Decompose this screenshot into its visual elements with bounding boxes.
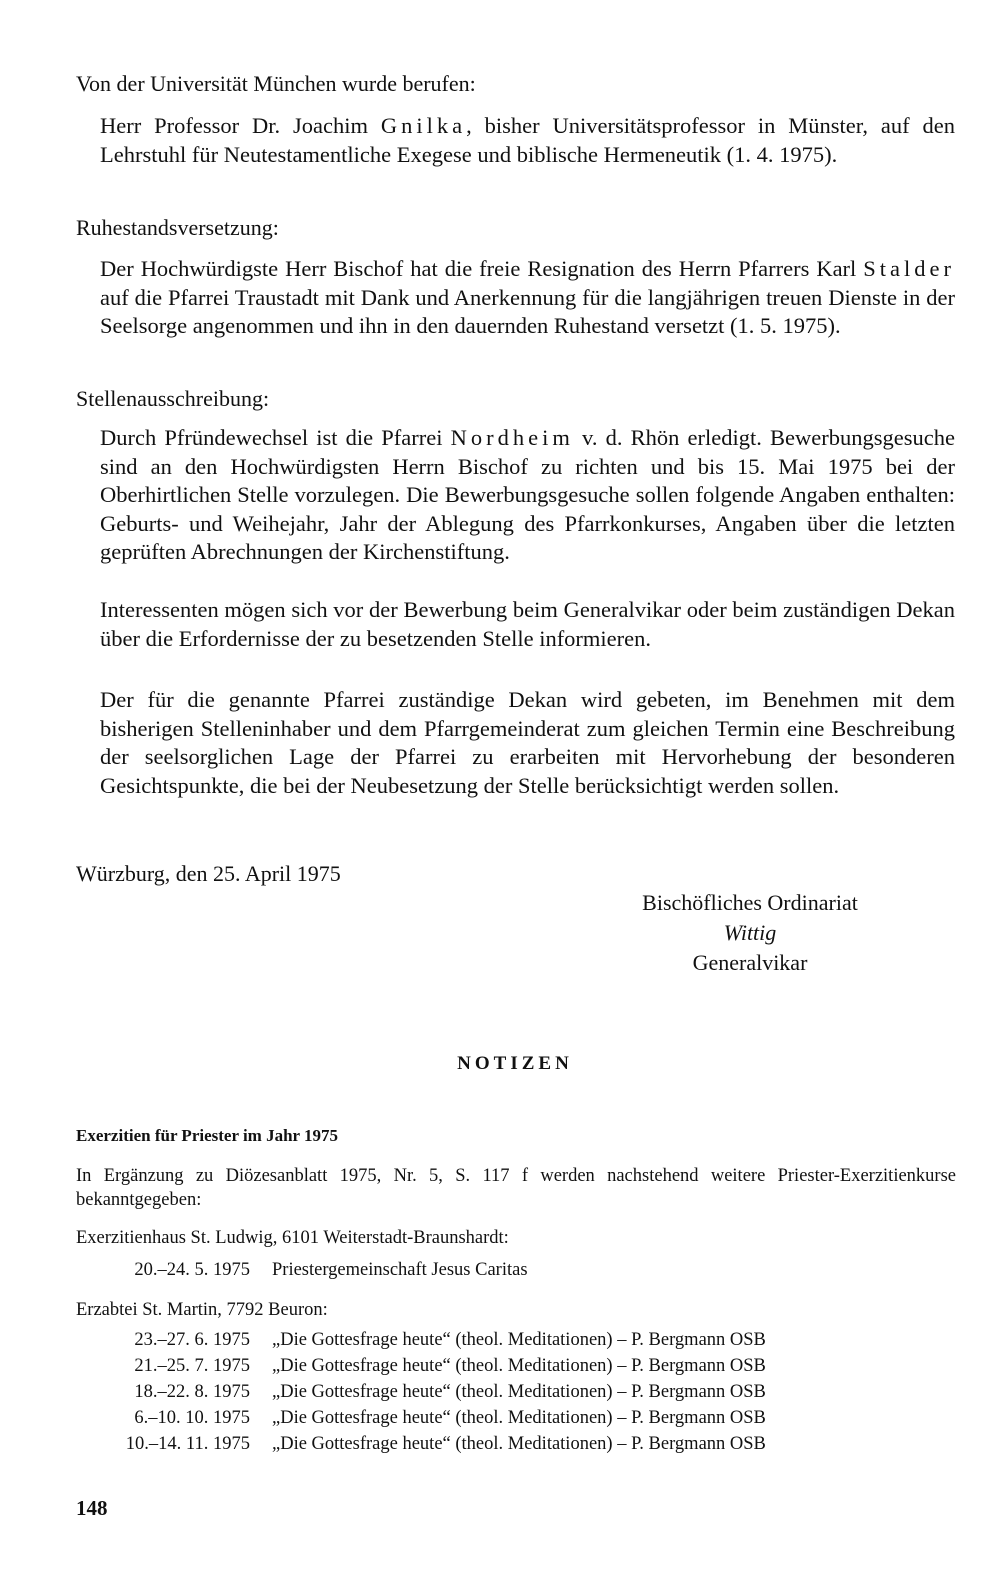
course-title: „Die Gottesfrage heute“ (theol. Meditationen) – P. Bergmann OSB [272, 1408, 766, 1428]
ausschreibung-paragraph-3: Der für die genannte Pfarrei zuständige Dekan wird gebeten, im Benehmen mit dem bisherigen Stelleninhaber und dem Pfarrgemeinderat zum gleichen Termin eine Beschreibung der seelsorglichen Lage der Pfarrei zu erarbeiten mit Hervorhebung der besonderen Gesichtspunkte, die bei der Neubesetzung der Stelle berücksichtigt werden sollen. [100, 687, 955, 798]
course-title: Priestergemeinschaft Jesus Caritas [272, 1260, 528, 1280]
notizen-heading: NOTIZEN [457, 1053, 573, 1074]
ruhestand-person-name: Stalder [863, 256, 955, 281]
berufung-text-post: , bisher Universitätsprofessor in Münster, auf den Lehrstuhl für Neutestamentliche Exegese und biblische Hermeneutik (1. 4. 1975). [100, 113, 955, 167]
place-date: Würzburg, den 25. April 1975 [76, 861, 341, 886]
notizen-intro: In Ergänzung zu Diözesanblatt 1975, Nr. 5, S. 117 f werden nachstehend weitere Priester-Exerzitienkurse bekanntgegeben: [76, 1166, 956, 1210]
ausschreibung-heading: Stellenausschreibung: [76, 386, 270, 411]
berufung-paragraph [100, 112, 955, 169]
berufung-heading: Von der Universität München wurde berufen: [76, 71, 476, 96]
ausschreibung-parish-name: Nordheim [450, 425, 574, 450]
ausschreibung-text-pre: Durch Pfründewechsel ist die Pfarrei [100, 425, 451, 450]
course-title: „Die Gottesfrage heute“ (theol. Meditationen) – P. Bergmann OSB [272, 1434, 766, 1454]
ruhestand-text-pre: Der Hochwürdigste Herr Bischof hat die freie Resignation des Herrn Pfarrers Karl [100, 256, 864, 281]
berufung-person-name: Gnilka [380, 113, 467, 138]
course-title: „Die Gottesfrage heute“ (theol. Meditationen) – P. Bergmann OSB [272, 1356, 766, 1376]
ausschreibung-paragraph-2: Interessenten mögen sich vor der Bewerbung beim Generalvikar oder beim zuständigen Dekan über die Erfordernisse der zu besetzenden Stelle informieren. [100, 597, 955, 651]
course-date: 20.–24. 5. 1975 [134, 1260, 250, 1280]
ruhestand-paragraph [100, 255, 955, 341]
ausschreibung-paragraph-1 [100, 424, 955, 567]
berufung-text-pre: Herr Professor Dr. Joachim [100, 113, 381, 138]
ruhestand-heading: Ruhestandsversetzung: [76, 215, 279, 240]
course-date: 23.–27. 6. 1975 [134, 1330, 250, 1350]
ruhestand-text-post: auf die Pfarrei Traustadt mit Dank und Anerkennung für die langjährigen treuen Dienste in der Seelsorge angenommen und ihn in den dauernden Ruhestand versetzt (1. 5. 1975). [100, 284, 955, 339]
course-date: 6.–10. 10. 1975 [134, 1408, 250, 1428]
ausschreibung-text-post: v. d. Rhön erledigt. Bewerbungsgesuche sind an den Hochwürdigsten Herrn Bischof zu richten und bis 15. Mai 1975 bei der Oberhirtlichen Stelle vorzulegen. Die Bewerbungsgesuche sollen folgende Angaben enthalten: Geburts- und Weihejahr, Jahr der Ablegung des Pfarrkonkurses, Angaben über die letzten geprüften Abrechnungen der Kirchenstiftung. [100, 425, 955, 565]
house-2-name: Erzabtei St. Martin, 7792 Beuron: [76, 1300, 328, 1320]
page-number: 148 [76, 1496, 108, 1520]
signature-title: Generalvikar [692, 950, 808, 975]
house-1-name: Exerzitienhaus St. Ludwig, 6101 Weiterstadt-Braunshardt: [76, 1228, 509, 1248]
notizen-subheading: Exerzitien für Priester im Jahr 1975 [76, 1126, 339, 1145]
course-date: 10.–14. 11. 1975 [125, 1434, 250, 1454]
course-title: „Die Gottesfrage heute“ (theol. Meditationen) – P. Bergmann OSB [272, 1330, 766, 1350]
signature-block [600, 888, 900, 978]
course-date: 18.–22. 8. 1975 [134, 1382, 250, 1402]
course-date: 21.–25. 7. 1975 [134, 1356, 250, 1376]
course-title: „Die Gottesfrage heute“ (theol. Meditationen) – P. Bergmann OSB [272, 1382, 766, 1402]
signature-name: Wittig [723, 920, 777, 945]
signature-office: Bischöfliches Ordinariat [642, 890, 858, 915]
